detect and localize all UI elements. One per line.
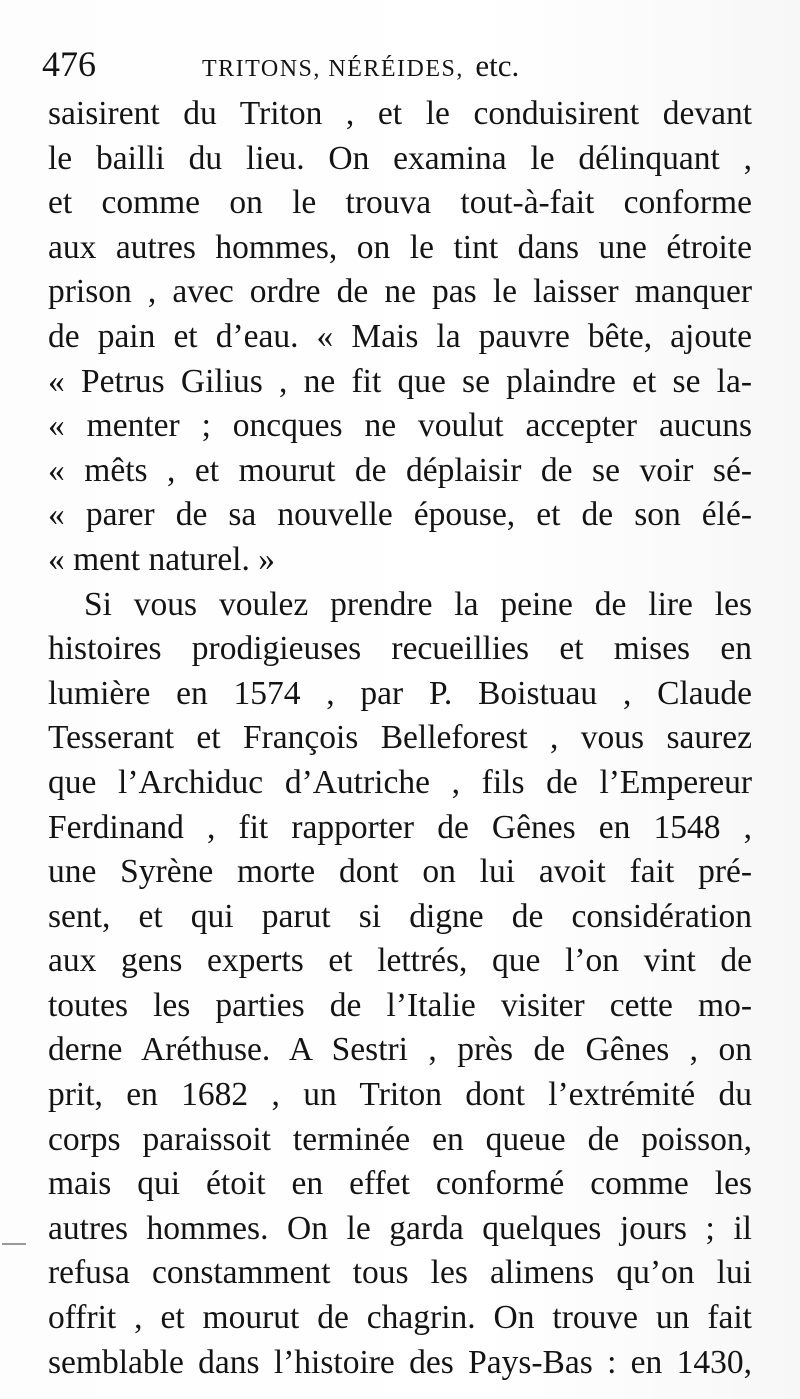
text-line: que l’Archiduc d’Autriche , fils de l’Empereur — [48, 763, 752, 801]
running-title-text: TRITONS, NÉRÉIDES, — [202, 56, 464, 82]
text-line: « Petrus Gilius , ne fit que se plaindre et se la- — [48, 362, 752, 400]
text-line: le bailli du lieu. On examina le délinquant , — [48, 139, 752, 177]
text-line: « parer de sa nouvelle épouse, et de son élé- — [48, 496, 752, 534]
text-line: et comme on le trouva tout-à-fait conforme — [48, 184, 752, 222]
text-line: Tesserant et François Belleforest , vous saurez — [48, 719, 752, 757]
text-line: semblable dans l’histoire des Pays-Bas : en 1430, — [48, 1343, 752, 1381]
text-line: mais qui étoit en effet conformé comme les — [48, 1165, 752, 1203]
text-line: prison , avec ordre de ne pas le laisser manquer — [48, 273, 752, 311]
text-line: aux autres hommes, on le tint dans une étroite — [48, 228, 752, 266]
body-text — [48, 92, 752, 1385]
text-line: aux gens experts et lettrés, que l’on vint de — [48, 942, 752, 980]
text-line: toutes les parties de l’Italie visiter cette mo- — [48, 986, 752, 1024]
text-line: prit, en 1682 , un Triton dont l’extrémité du — [48, 1076, 752, 1114]
text-line: Si vous voulez prendre la peine de lire les — [84, 585, 752, 623]
text-line: « mêts , et mourut de déplaisir de se voir sé- — [48, 451, 752, 489]
text-line: « ment naturel. » — [48, 540, 275, 578]
page-number: 476 — [42, 44, 96, 84]
text-line: saisirent du Triton , et le conduisirent devant — [48, 95, 752, 132]
text-line: une Syrène morte dont on lui avoit fait pré- — [48, 853, 752, 891]
text-line: refusa constamment tous les alimens qu’on lui — [48, 1254, 752, 1292]
running-head — [40, 40, 760, 90]
text-line: corps paraissoit terminée en queue de poisson, — [48, 1120, 752, 1158]
text-line: Ferdinand , fit rapporter de Gênes en 1548 , — [48, 808, 752, 846]
running-title-etc: etc. — [475, 48, 520, 83]
text-line: lumière en 1574 , par P. Boistuau , Claude — [48, 674, 752, 712]
text-line: histoires prodigieuses recueillies et mises en — [48, 630, 752, 668]
text-line: de pain et d’eau. « Mais la pauvre bête, ajoute — [48, 317, 752, 355]
text-line: offrit , et mourut de chagrin. On trouve un fait — [48, 1299, 752, 1337]
text-line: « menter ; oncques ne voulut accepter aucuns — [48, 407, 752, 445]
text-line: sent, et qui parut si digne de considération — [48, 897, 752, 935]
running-title — [202, 46, 519, 89]
text-line: autres hommes. On le garda quelques jours ; il — [48, 1209, 752, 1247]
text-line: derne Aréthuse. A Sestri , près de Gênes , on — [48, 1031, 752, 1069]
margin-mark — [2, 1243, 26, 1245]
